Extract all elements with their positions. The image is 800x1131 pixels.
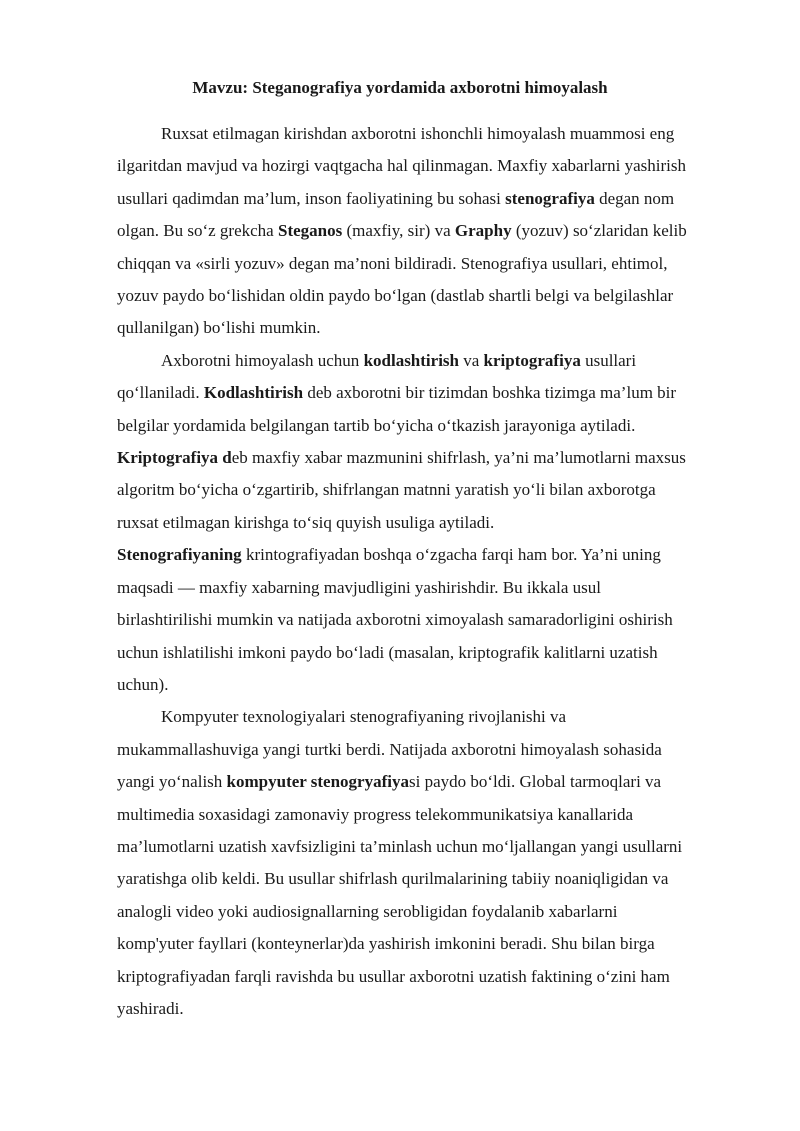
paragraph-3-line — [117, 669, 755, 701]
paragraph-3-line — [117, 572, 755, 604]
text-run: va — [459, 350, 484, 370]
paragraph-3-line — [117, 637, 755, 669]
paragraph-2-line — [117, 377, 755, 409]
text-run: analogli video yoki audiosignallarning serobligidan foydalanib xabarlarni — [117, 901, 618, 921]
paragraph-1-line — [117, 280, 755, 312]
paragraph-1-line — [117, 150, 755, 182]
paragraph-2-line — [117, 410, 755, 442]
text-run: yangi yo‘nalish — [117, 772, 227, 792]
document-body — [117, 118, 755, 1025]
paragraph-4-line — [117, 863, 755, 895]
bold-term: stenografiya — [505, 188, 595, 208]
text-run: deb axborotni bir tizimdan boshka tizimga ma’lum bir — [303, 383, 677, 403]
paragraph-1-line — [117, 312, 755, 344]
text-run: qo‘llaniladi. — [117, 383, 204, 403]
text-run: usullari — [580, 350, 637, 370]
text-run: kriptografiyadan farqli ravishda bu usullar axborotni uzatish faktining o‘zini ham — [117, 966, 670, 986]
text-run: ilgaritdan mavjud va hozirgi vaqtgacha hal qilinmagan. Maxfiy xabarlarni yashirish — [117, 156, 687, 176]
paragraph-1-line — [117, 118, 755, 150]
paragraph-1-line — [117, 183, 755, 215]
paragraph-4-line — [117, 766, 755, 798]
paragraph-2-line — [117, 442, 755, 474]
text-run: si paydo bo‘ldi. Global tarmoqlari va — [408, 772, 662, 792]
paragraph-2-line — [117, 474, 755, 506]
paragraph-4-line — [117, 961, 755, 993]
bold-term: Stenografiyaning — [117, 545, 242, 565]
paragraph-3-line — [117, 539, 755, 571]
text-run: olgan. Bu so‘z grekcha — [117, 221, 278, 241]
paragraph-4-line — [117, 799, 755, 831]
text-run: usullari qadimdan ma’lum, inson faoliyatining bu sohasi — [117, 188, 506, 208]
text-run: algoritm bo‘yicha o‘zgartirib, shifrlangan matnni yaratish yo‘li bilan axborotga — [117, 480, 656, 500]
paragraph-2-line — [117, 507, 755, 539]
paragraph-2-line — [117, 345, 755, 377]
paragraph-1-line — [117, 248, 755, 280]
bold-term: Kriptografiya d — [117, 448, 232, 468]
paragraph-4-line — [117, 701, 755, 733]
text-run: yashiradi. — [117, 998, 184, 1018]
paragraph-3-line — [117, 604, 755, 636]
text-run: degan nom — [594, 188, 675, 208]
paragraph-4-line — [117, 831, 755, 863]
text-run: mukammallashuviga yangi turtki berdi. Natijada axborotni himoyalash sohasida — [117, 739, 662, 759]
text-run: (maxfiy, sir) va — [342, 221, 455, 241]
text-run: ruxsat etilmagan kirishga to‘siq quyish usuliga aytiladi. — [117, 512, 495, 532]
text-run: yozuv paydo bo‘lishidan oldin paydo bo‘lgan (dastlab shartli belgi va belgilashlar — [117, 286, 674, 306]
bold-term: Graphy — [454, 221, 512, 241]
bold-term: Kodlashtirish — [203, 383, 304, 403]
text-run: birlashtirilishi mumkin va natijada axborotni ximoyalash samaradorligini oshirish — [117, 610, 673, 630]
text-run: chiqqan va «sirli yozuv» degan ma’noni bildiradi. Stenografiya usullari, ehtimol, — [117, 253, 668, 273]
text-run: yaratishga olib keldi. Bu usullar shifrlash qurilmalarining tabiiy noaniqligidan va — [117, 869, 669, 889]
text-run: (yozuv) so‘zlaridan kelib — [511, 221, 687, 241]
text-run: komp'yuter fayllari (konteynerlar)da yashirish imkonini beradi. Shu bilan birga — [117, 934, 655, 954]
text-run: Axborotni himoyalash uchun — [161, 350, 364, 370]
text-run: belgilar yordamida belgilangan tartib bo‘yicha o‘tkazish jarayoniga aytiladi. — [117, 415, 636, 435]
bold-term: kriptografiya — [483, 350, 581, 370]
text-run: uchun). — [117, 674, 169, 694]
paragraph-4-line — [117, 896, 755, 928]
bold-term: kodlashtirish — [363, 350, 459, 370]
text-run: krintografiyadan boshqa o‘zgacha farqi ham bor. Ya’ni uning — [241, 545, 661, 565]
text-run: qullanilgan) bo‘lishi mumkin. — [117, 318, 321, 338]
paragraph-1-line — [117, 215, 755, 247]
text-run: ma’lumotlarni uzatish xavfsizligini ta’minlash uchun mo‘ljallangan yangi usullarni — [117, 836, 683, 856]
paragraph-4-line — [117, 993, 755, 1025]
bold-term: kompyuter stenogryafiya — [226, 772, 409, 792]
paragraph-4-line — [117, 928, 755, 960]
text-run: Kompyuter texnologiyalari stenografiyaning rivojlanishi va — [161, 707, 567, 727]
text-run: eb maxfiy xabar mazmunini shifrlash, ya’ni ma’lumotlarni maxsus — [231, 448, 686, 468]
page-title: Mavzu: Steganografiya yordamida axborotni himoyalash — [192, 78, 608, 97]
text-run: Ruxsat etilmagan kirishdan axborotni ishonchli himoyalash muammosi eng — [161, 124, 675, 143]
paragraph-4-line — [117, 734, 755, 766]
text-run: multimedia soxasidagi zamonaviy progress telekommunikatsiya kanallarida — [117, 804, 634, 824]
bold-term: Steganos — [277, 221, 343, 241]
text-run: uchun ishlatilishi imkoni paydo bo‘ladi (masalan, kriptografik kalitlarni uzatish — [117, 642, 658, 662]
text-run: maqsadi — maxfiy xabarning mavjudligini yashirishdir. Bu ikkala usul — [117, 577, 601, 597]
